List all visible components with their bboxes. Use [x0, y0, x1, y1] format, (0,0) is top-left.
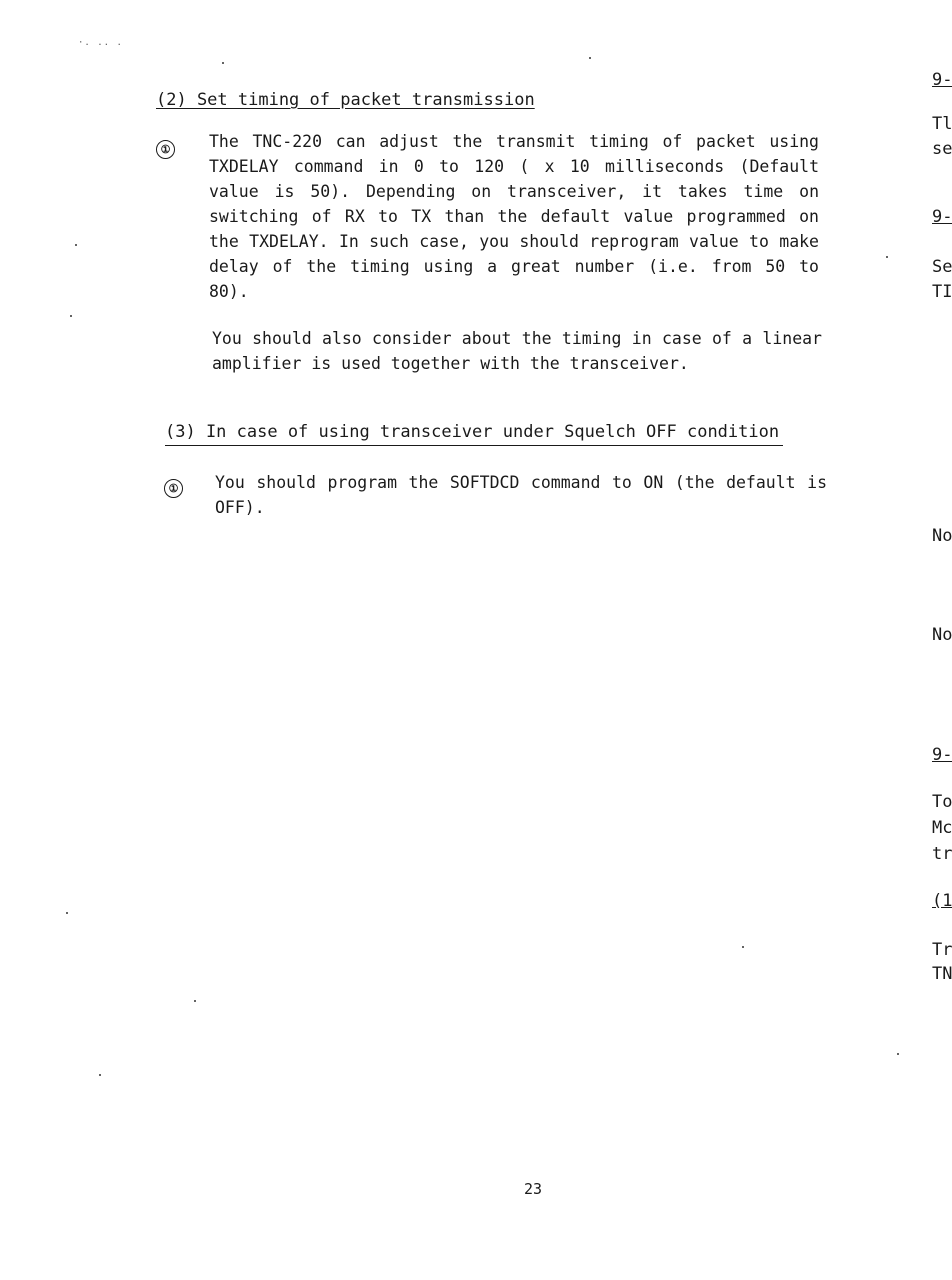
- scan-speck: [589, 57, 591, 59]
- edge-fragment: TI: [932, 282, 952, 302]
- edge-fragment: (1: [932, 891, 952, 911]
- section-2-paragraph-2: You should also consider about the timing in case of a linear amplifier is used together with the transceiver.: [212, 329, 822, 373]
- edge-fragment: 9-: [932, 745, 952, 765]
- header-mark: ·. .. .: [78, 38, 123, 48]
- scan-speck: [99, 1074, 101, 1076]
- edge-fragment: No: [932, 526, 952, 546]
- edge-fragment: Tl: [932, 114, 952, 134]
- circled-number-one-bullet: ①: [164, 479, 183, 498]
- edge-fragment: 9-: [932, 70, 952, 90]
- scan-speck: [70, 315, 72, 317]
- scan-speck: [75, 244, 77, 246]
- circled-number-one-bullet: ①: [156, 140, 175, 159]
- scan-speck: [897, 1053, 899, 1055]
- scan-speck: [886, 256, 888, 258]
- scan-speck: [194, 1000, 196, 1002]
- scan-speck: [742, 946, 744, 948]
- scan-speck: [222, 62, 224, 64]
- edge-fragment: To: [932, 792, 952, 812]
- page-number: 23: [524, 1180, 543, 1198]
- edge-fragment: 9-: [932, 207, 952, 227]
- edge-fragment: tr: [932, 844, 952, 864]
- edge-fragment: Mc: [932, 818, 952, 838]
- section-2-paragraph-1: The TNC-220 can adjust the transmit timing of packet using TXDELAY command in 0 to 120 ( x 10 milliseconds (Default value is 50). Depending on transceiver, it takes time on switching of RX to TX than the default value programmed on the TXDELAY. In such case, you should reprogram value to make delay of the timing using a great number (i.e. from 50 to 80).: [209, 132, 819, 301]
- edge-fragment: se: [932, 139, 952, 159]
- section-3-title: (3) In case of using transceiver under Squelch OFF condition: [165, 421, 783, 446]
- edge-fragment: TN: [932, 964, 952, 984]
- scan-speck: [66, 912, 68, 914]
- edge-fragment: No: [932, 625, 952, 645]
- edge-fragment: Se: [932, 257, 952, 277]
- section-2-title: (2) Set timing of packet transmission: [156, 90, 535, 110]
- edge-fragment: Tr: [932, 940, 952, 960]
- section-3-paragraph-1: You should program the SOFTDCD command to ON (the default is OFF).: [215, 473, 827, 517]
